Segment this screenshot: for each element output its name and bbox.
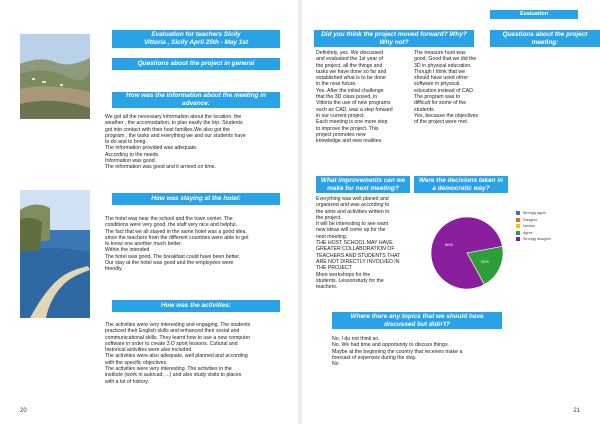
pie-legend — [516, 210, 551, 243]
hotel-answer — [105, 216, 290, 273]
text-line: No — [332, 361, 339, 368]
legend-swatch — [516, 231, 520, 235]
legend-entry — [516, 236, 551, 243]
text-line: Yes. After the initial challenge — [316, 87, 384, 94]
text-line: Definitely, yes. We discussed — [316, 50, 383, 56]
activities-question-heading: How was the activities: — [161, 302, 231, 310]
text-line: Vittoria the use of new programs — [316, 100, 391, 107]
text-line: GREATER COLLABORATION OF — [316, 246, 395, 253]
text-line: Yes, because the objectives — [414, 112, 479, 119]
activities-answer — [105, 322, 290, 385]
pie-data-label: 20% — [480, 258, 489, 264]
legend-label: Strongly agree — [523, 211, 547, 215]
legend-swatch — [516, 218, 520, 222]
text-line: More workshops for the — [316, 271, 371, 278]
text-line: ARE NOT DIRECTLY INVOLVED IN — [316, 258, 400, 265]
topics-question-banner — [332, 312, 502, 329]
text-line: The hotel was good. The breakfast could have been better. — [105, 253, 241, 260]
general-questions-banner — [112, 58, 280, 70]
hotel-question-banner — [112, 193, 280, 205]
text-line: since the teachers from the different countries were able to get — [105, 234, 249, 241]
text-line: The program was to — [414, 94, 461, 101]
text-line: to do and to bring. — [105, 139, 147, 146]
text-line: It will be interesting to see want — [316, 221, 389, 228]
text-line: historical activities were also included. — [105, 347, 193, 354]
title-line-1: Evaluation for teachers Sicily — [151, 31, 241, 39]
text-line: to improve the project. This — [316, 125, 379, 132]
text-line: with the specific objectives. — [105, 359, 168, 366]
text-line: next meeting. — [316, 233, 348, 240]
text-line: weather , the accomodation, to plan easily the trip. Students — [105, 120, 243, 127]
text-line: TEACHERS AND STUDENTS THAT — [316, 252, 401, 259]
improvements-question-banner — [316, 176, 410, 193]
text-line: No. We had time and opportunity to discuss things. — [332, 342, 449, 349]
coastline-photo — [20, 190, 90, 318]
text-line: teachers. — [316, 284, 338, 291]
text-line: project promotes new — [316, 131, 366, 138]
evaluation-tag-label: Evaluation — [519, 10, 549, 17]
forward-question-banner — [314, 30, 474, 47]
hotel-question-heading: How was staying at the hotel: — [151, 195, 241, 203]
text-line: The information provided was adequate. — [105, 145, 198, 152]
text-line: practiced their English skills and enhanced their social and — [105, 328, 240, 335]
page-number-left: 20 — [20, 408, 27, 414]
text-line: The activities were also adequate, well planned and according — [105, 353, 248, 360]
text-line: THE PROJECT — [316, 265, 353, 272]
text-line: in the near future. — [316, 81, 357, 88]
coastal-hillside-photo — [20, 34, 90, 119]
text-line: tasks we have done so far and — [316, 68, 387, 75]
meeting-questions-banner — [490, 30, 600, 47]
improvements-answer — [316, 196, 416, 290]
text-line: knowledge and new realities. — [316, 138, 383, 145]
text-line: education instead of CAD. — [414, 87, 475, 94]
forward-answer-column-2 — [414, 50, 496, 126]
evaluation-title-banner — [112, 30, 280, 48]
legend-swatch — [516, 211, 520, 215]
information-answer — [105, 114, 290, 171]
legend-swatch — [516, 224, 520, 228]
text-line: Everything was well planed and — [316, 196, 389, 202]
legend-label: Strongly disagree — [523, 237, 551, 241]
text-line: Each meeting is one more step — [316, 119, 388, 126]
improvements-question-heading: What improvements can we make for next meeting? — [320, 176, 406, 192]
text-line: should have used other — [414, 75, 468, 82]
text-line: The activities were very interesting. The activities in the — [105, 366, 232, 373]
text-line: We got all the necessary information about the location, the — [105, 114, 242, 120]
text-line: forecast of expenses during the stay. — [332, 354, 417, 361]
text-line: The information was good and it arrived on time. — [105, 164, 217, 171]
text-line: Though I think that we — [414, 68, 466, 75]
text-line: Maybe at the beginning the country that receives make a — [332, 348, 463, 355]
text-line: established what is to be done — [316, 75, 386, 82]
democratic-question-heading: Were the decisions taken in a democratic way? — [418, 176, 504, 192]
text-line: 3D in physical education. — [414, 62, 472, 69]
text-line: in our current project. — [316, 112, 366, 119]
forward-question-heading: Did you think the project moved forward? Why? Why not? — [321, 30, 467, 46]
text-line: program , the tasks and everything we and our students have — [105, 132, 246, 139]
democratic-pie-chart — [422, 208, 512, 298]
text-line: conditions were very good, the staff very nice and helpful. — [105, 222, 237, 229]
text-line: friendly. — [105, 266, 123, 273]
text-line: students. — [414, 106, 436, 113]
text-line: of the project were met. — [414, 119, 469, 126]
information-question-heading: How was the information about the meeting in advance: — [126, 92, 266, 107]
meeting-questions-heading: Questions about the project meeting: — [502, 30, 588, 46]
text-line: Our stay at the hotel was good and the employees were — [105, 260, 234, 267]
text-line: The activities were very interesting and engaging. The students — [105, 322, 251, 328]
evaluation-tag — [490, 10, 578, 19]
pie-data-label: 80% — [445, 242, 454, 248]
general-questions-heading: Questions about the project in general — [137, 60, 255, 68]
text-line: and evaluated the 1st year of — [316, 56, 383, 63]
text-line: the project, all the things and — [316, 62, 383, 69]
text-line: such as CAD, was a step forward — [316, 106, 393, 113]
legend-label: Agree — [523, 230, 533, 235]
text-line: the project. — [316, 214, 342, 221]
text-line: According to the needs — [105, 151, 159, 158]
text-line: the aims and activities written in — [316, 208, 390, 215]
legend-swatch — [516, 237, 520, 241]
text-line: with a lot of history. — [105, 378, 150, 385]
text-line: organized and was according to — [316, 202, 390, 209]
text-line: THE HOST SCHOOL MAY HAVE — [316, 240, 393, 247]
text-line: The fact that we all stayed in the same hotel was a good idea, — [105, 228, 247, 235]
text-line: students. Lessonstudy for the — [316, 277, 384, 284]
text-line: The hotel was near the school and the town center. The — [105, 216, 233, 222]
text-line: communicational skills. They learnt how to use a new computer — [105, 334, 251, 341]
topics-answer — [332, 336, 532, 367]
title-line-2: Vittoria , Sicily April 25th - May 1st — [144, 39, 248, 46]
text-line: The treasure hunt was — [414, 50, 466, 56]
text-line: Information was good. — [105, 158, 157, 165]
text-line: software in physical — [414, 81, 460, 88]
text-line: institute (work in autocad, ...) and also study visits to places — [105, 372, 242, 379]
text-line: difficult for some of the — [414, 100, 467, 107]
text-line: good. Good that we did the — [414, 56, 477, 63]
information-question-banner — [112, 92, 280, 108]
text-line: software in order to create 3 D sport lessons. Cultural and — [105, 340, 238, 347]
text-line: Within the intended — [105, 247, 150, 254]
text-line: that the 3D class posed, in — [316, 94, 378, 101]
text-line: to know one another much better. — [105, 241, 182, 248]
topics-question-heading: Where there any topics that we should have discussed but didn't? — [350, 312, 484, 328]
right-page — [302, 0, 600, 424]
text-line: new ideas will come up for the — [316, 227, 386, 234]
text-line: No, I do not think so. — [332, 336, 380, 342]
democratic-question-banner — [414, 176, 508, 193]
activities-question-banner — [112, 300, 280, 312]
forward-answer-column-1 — [316, 50, 414, 144]
legend-label: Disagree — [523, 217, 538, 222]
page-number-right: 21 — [573, 408, 580, 414]
legend-label: Neutral — [523, 224, 535, 228]
left-page — [0, 0, 298, 424]
text-line: got into contact with their host families.We also got the — [105, 126, 231, 133]
